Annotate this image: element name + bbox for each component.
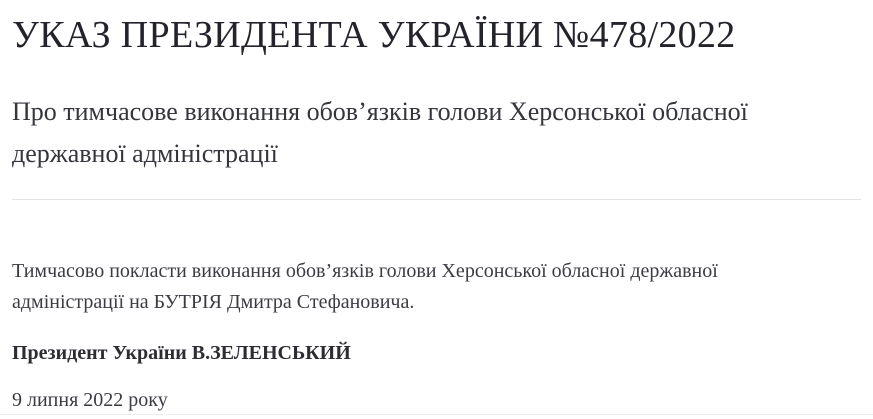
decree-body-line-2: адміністрації на БУТРІЯ Дмитра Стефановича. (12, 291, 415, 313)
decree-subtitle-line-1: Про тимчасове виконання обов’язків голови Херсонської обласної (12, 97, 748, 126)
president-signature-line: Президент України В.ЗЕЛЕНСЬКИЙ (12, 342, 351, 364)
decree-subtitle (12, 91, 861, 175)
decree-date: 9 липня 2022 року (12, 389, 168, 411)
bottom-divider (0, 414, 873, 415)
decree-subtitle-line-2: державної адміністрації (12, 139, 278, 168)
section-divider (12, 199, 861, 200)
decree-title: УКАЗ ПРЕЗИДЕНТА УКРАЇНИ №478/2022 (12, 14, 736, 56)
decree-body-paragraph (12, 256, 861, 318)
decree-body-line-1: Тимчасово покласти виконання обов’язків голови Херсонської обласної державної (12, 260, 718, 282)
